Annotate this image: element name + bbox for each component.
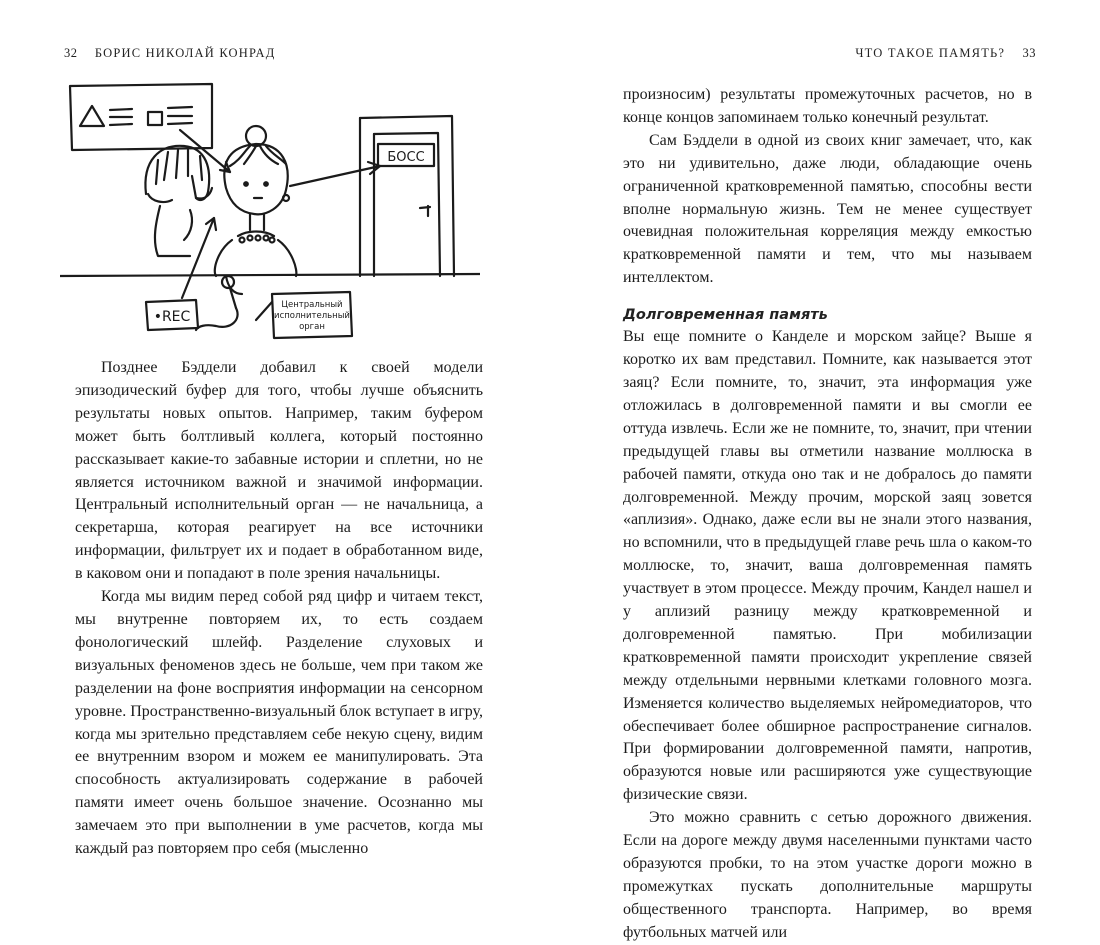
label-line-2: исполнительный [274,311,350,321]
left-paragraph-1: Позднее Бэддели добавил к своей модели эпизодический буфер для того, чтобы лучше объяснить результаты новых опытов. Например, таким буфером может быть болтливый коллега, который постоянно рассказывает какие-то забавные истории и сплетни, но не является источником важной и значимой информации. Центральный исполнительный орган — не начальница, а секретарша, которая реагирует на все источники информации, фильтрует их и подает в обработанном виде, в каковом они и попадают в поле зрения начальницы. [75,359,483,583]
left-body-text [75,357,483,861]
triangle-shape [80,106,104,126]
left-page [0,0,550,858]
label-line-3: орган [299,322,325,332]
secretary-head [224,144,287,214]
right-running-title: ЧТО ТАКОЕ ПАМЯТЬ? [855,46,1006,60]
left-running-title: БОРИС НИКОЛАЙ КОНРАД [94,46,276,60]
left-page-number: 32 [64,46,78,60]
door-sign-text: БОСС [387,150,425,165]
right-running-head [855,46,1036,61]
left-paragraph-2: Когда мы видим перед собой ряд цифр и читаем текст, мы внутренне повторяем их, то есть создаем фонологический шлейф. Разделение слуховых и визуальных феноменов здесь не больше, чем при таком же разделении на фоне восприятия информации на сенсорном уровне. Пространственно-визуальный блок вступает в игру, когда мы зрительно представляем себе некую сцену, видим ее внутренним взором и можем ее манипулировать. Эта способность актуализировать содержание в рабочей памяти имеет очень большое значение. Осознанно мы замечаем это при выполнении в уме расчетов, когда мы каждый раз повторяем про себя (мысленно [75,588,483,858]
square-shape [148,112,162,125]
right-paragraph-3: Вы еще помните о Канделе и морском зайце? Выше я коротко их вам представил. Помните, как называется этот заяц? Если помните, то, значит, эта информация уже отложилась в долговременной памяти и вы смогли ее оттуда извлечь. Если же не помните, то, значит, при чтении предыдущей главы вы отметили название моллюска в рабочей памяти, откуда оно так и не добралось до памяти долговременной. Между прочим, морской заяц зовется «аплизия». Однако, даже если вы не знали этого названия, но вспомнили, что в предыдущей главе речь шла о каком-то моллюске, то, значит, ваша долговременная память участвует в этом процессе. Между прочим, Кандел нашел и у аплизий разницу между кратковременной и долговременной памятью. При мобилизации кратковременной памяти происходит укрепление связей между отдельными нервными клетками головного мозга. Изменяется количество выделяемых нейромедиаторов, что обеспечивает более обширное распространение сигналов. При формировании долговременной памяти, напротив, образуются новые или расширяются уже существующие физические связи. [623,328,1032,804]
right-page-number: 33 [1022,46,1036,60]
right-body-text [623,84,1032,945]
rec-text: •REC [153,309,191,325]
right-page [550,0,1100,941]
left-running-head [64,46,276,61]
illustration-secretary-boss [60,80,480,350]
colleague-hair [145,146,209,200]
right-paragraph-continued: произносим) результаты промежуточных расчетов, но в конце концов запоминаем только конечный результат. [623,86,1032,126]
label-line-1: Центральный [281,300,343,310]
right-paragraph-4: Это можно сравнить с сетью дорожного движения. Если на дороге между двумя населенными пунктами часто образуются пробки, то на этом участке дороги можно в промежутках пускать дополнительные маршруты общественного транспорта. Например, во время футбольных матчей или [623,809,1032,941]
section-heading: Долговременная память [623,307,828,324]
right-paragraph-2: Сам Бэддели в одной из своих книг замечает, что, как это ни удивительно, даже люди, обладающие очень ограниченной кратковременной памятью, способны вести вполне нормальную жизнь. Тем не менее существует очевидная положительная корреляция между емкостью кратковременной памяти и тем, что мы называем интеллектом. [623,131,1032,287]
